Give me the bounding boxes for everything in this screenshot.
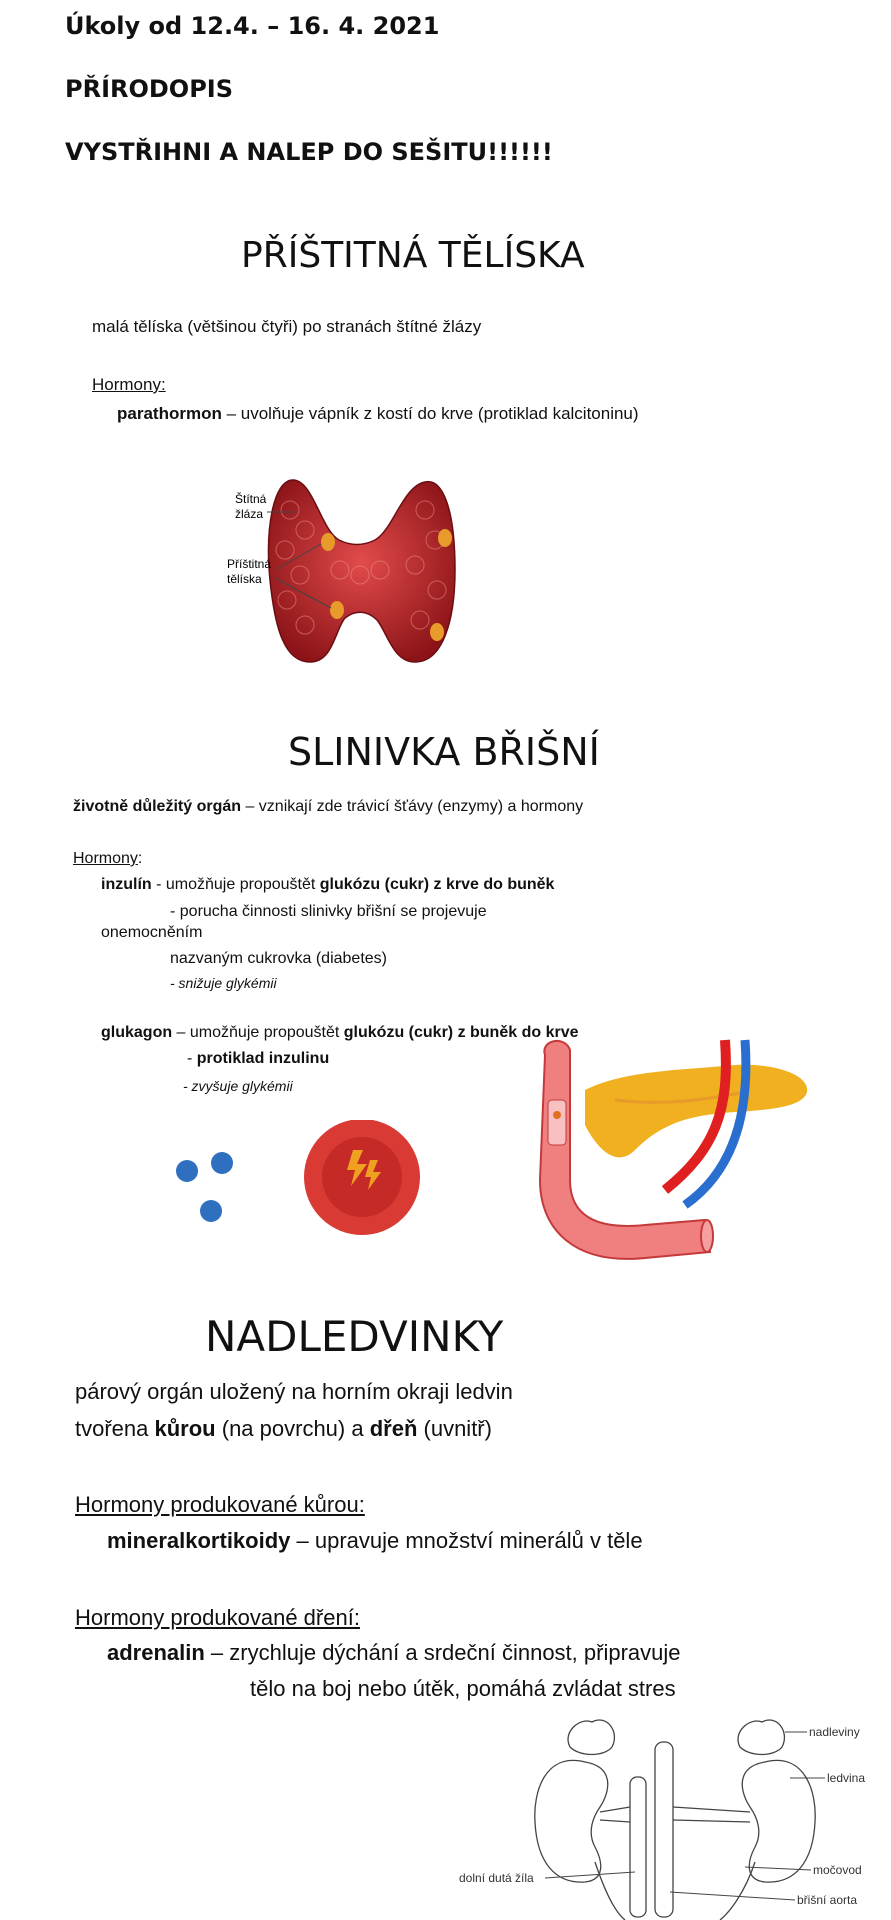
medulla-hormones-label: Hormony produkované dření: xyxy=(75,1605,360,1630)
glucose-dot-icon xyxy=(211,1152,233,1174)
medulla-hormone-line xyxy=(107,1640,681,1666)
kidney-diagram xyxy=(455,1712,891,1920)
glucagon-dash: - xyxy=(187,1050,197,1067)
parathyroid-description: malá tělíska (většinou čtyři) po stranách štítné žlázy xyxy=(92,317,482,336)
label-thyroid-1: Štítná xyxy=(235,492,267,506)
insulin-line-4: nazvaným cukrovka (diabetes) xyxy=(170,950,387,967)
adrenal-line-2-medulla: dřeň xyxy=(369,1416,418,1441)
aorta xyxy=(655,1742,673,1917)
header-instruction: VYSTŘIHNI A NALEP DO SEŠITU!!!!!! xyxy=(65,138,553,166)
label-adrenal: nadleviny xyxy=(809,1725,860,1739)
left-kidney xyxy=(535,1760,608,1882)
adrenal-title: NADLEDVINKY xyxy=(205,1312,504,1361)
cortex-hormone-line xyxy=(107,1528,643,1554)
label-parathyroid-1: Příštitná xyxy=(227,557,272,571)
insulin-line-3: onemocněním xyxy=(101,924,203,941)
adrenal-line-2-e: (uvnitř) xyxy=(417,1416,492,1441)
label-parathyroid-2: tělíska xyxy=(227,572,262,586)
pancreas-illustration xyxy=(535,1030,815,1270)
cortex-hormone-text: – upravuje množství minerálů v těle xyxy=(290,1528,643,1553)
cell-nucleus-icon xyxy=(322,1137,402,1217)
right-adrenal xyxy=(738,1720,784,1754)
pancreas-organ xyxy=(585,1065,807,1158)
pancreas-intro-bold: životně důležitý orgán xyxy=(73,798,242,815)
glucagon-line xyxy=(101,1024,578,1042)
cortex-hormone-name: mineralkortikoidy xyxy=(107,1528,291,1553)
parathormon-name: parathormon xyxy=(117,404,222,423)
parathormon-line xyxy=(117,404,639,424)
header-date: Úkoly od 12.4. – 16. 4. 2021 xyxy=(65,12,440,40)
glucagon-bold: glukózu (cukr) z buněk do krve xyxy=(343,1024,579,1041)
parathormon-text: – uvolňuje vápník z kostí do krve (protiklad kalcitoninu) xyxy=(221,404,639,423)
left-adrenal xyxy=(568,1720,614,1754)
cortex-hormones-label: Hormony produkované kůrou: xyxy=(75,1492,365,1517)
pancreas-hormones-label: Hormony xyxy=(73,850,138,867)
header-subject: PŘÍRODOPIS xyxy=(65,75,234,103)
adrenal-line-2-cortex: kůrou xyxy=(154,1416,216,1441)
glucose-illustration xyxy=(165,1120,435,1240)
glucagon-line-2 xyxy=(187,1050,329,1068)
pancreas-hormones-heading xyxy=(73,850,142,868)
parathyroid-body-icon xyxy=(330,601,344,619)
glucagon-name: glukagon xyxy=(101,1024,173,1041)
glucose-dot-icon xyxy=(176,1160,198,1182)
glucose-dot-icon xyxy=(200,1200,222,1222)
pancreas-title: SLINIVKA BŘIŠNÍ xyxy=(288,730,600,774)
label-ureter: močovod xyxy=(813,1863,862,1877)
parathyroid-body-icon xyxy=(438,529,452,547)
label-aorta: břišní aorta xyxy=(797,1893,858,1907)
label-vena: dolní dutá žíla xyxy=(459,1871,534,1885)
thyroid-gland xyxy=(269,480,455,662)
label-kidney: ledvina xyxy=(827,1771,866,1785)
insulin-line-2: - porucha činnosti slinivky břišní se projevuje xyxy=(170,903,487,920)
medulla-hormone-name: adrenalin xyxy=(107,1640,205,1665)
thyroid-illustration xyxy=(215,470,485,670)
adrenal-line-2 xyxy=(75,1416,492,1442)
vena-cava xyxy=(630,1777,646,1917)
adrenal-line-2-c: (na povrchu) a xyxy=(215,1416,370,1441)
parathyroid-body-icon xyxy=(321,533,335,551)
adrenal-line-1: párový orgán uložený na horním okraji ledvin xyxy=(75,1379,513,1404)
pancreas-intro-text: – vznikají zde trávicí šťávy (enzymy) a hormony xyxy=(241,798,584,815)
medulla-hormone-line-2: tělo na boj nebo útěk, pomáhá zvládat stres xyxy=(250,1676,676,1701)
parathyroid-title: PŘÍŠTITNÁ TĚLÍSKA xyxy=(241,235,585,276)
glucagon-text: – umožňuje propouštět xyxy=(172,1024,344,1041)
insulin-name: inzulín xyxy=(101,876,152,893)
adrenal-line-2-a: tvořena xyxy=(75,1416,155,1441)
right-kidney xyxy=(742,1760,815,1882)
glucagon-line-3: - zvyšuje glykémii xyxy=(183,1078,293,1094)
insulin-line-5: - snižuje glykémii xyxy=(170,975,277,991)
glucagon-line-2-bold: protiklad inzulinu xyxy=(196,1050,330,1067)
medulla-hormone-text: – zrychluje dýchání a srdeční činnost, připravuje xyxy=(204,1640,681,1665)
label-thyroid-2: žláza xyxy=(235,507,264,521)
insulin-line xyxy=(101,876,554,894)
insulin-text: - umožňuje propouštět xyxy=(151,876,320,893)
pancreas-intro xyxy=(73,798,583,816)
pancreas-hormones-colon: : xyxy=(137,850,143,867)
insulin-bold: glukózu (cukr) z krve do buněk xyxy=(319,876,555,893)
parathyroid-hormones-label: Hormony: xyxy=(92,375,166,394)
parathyroid-body-icon xyxy=(430,623,444,641)
